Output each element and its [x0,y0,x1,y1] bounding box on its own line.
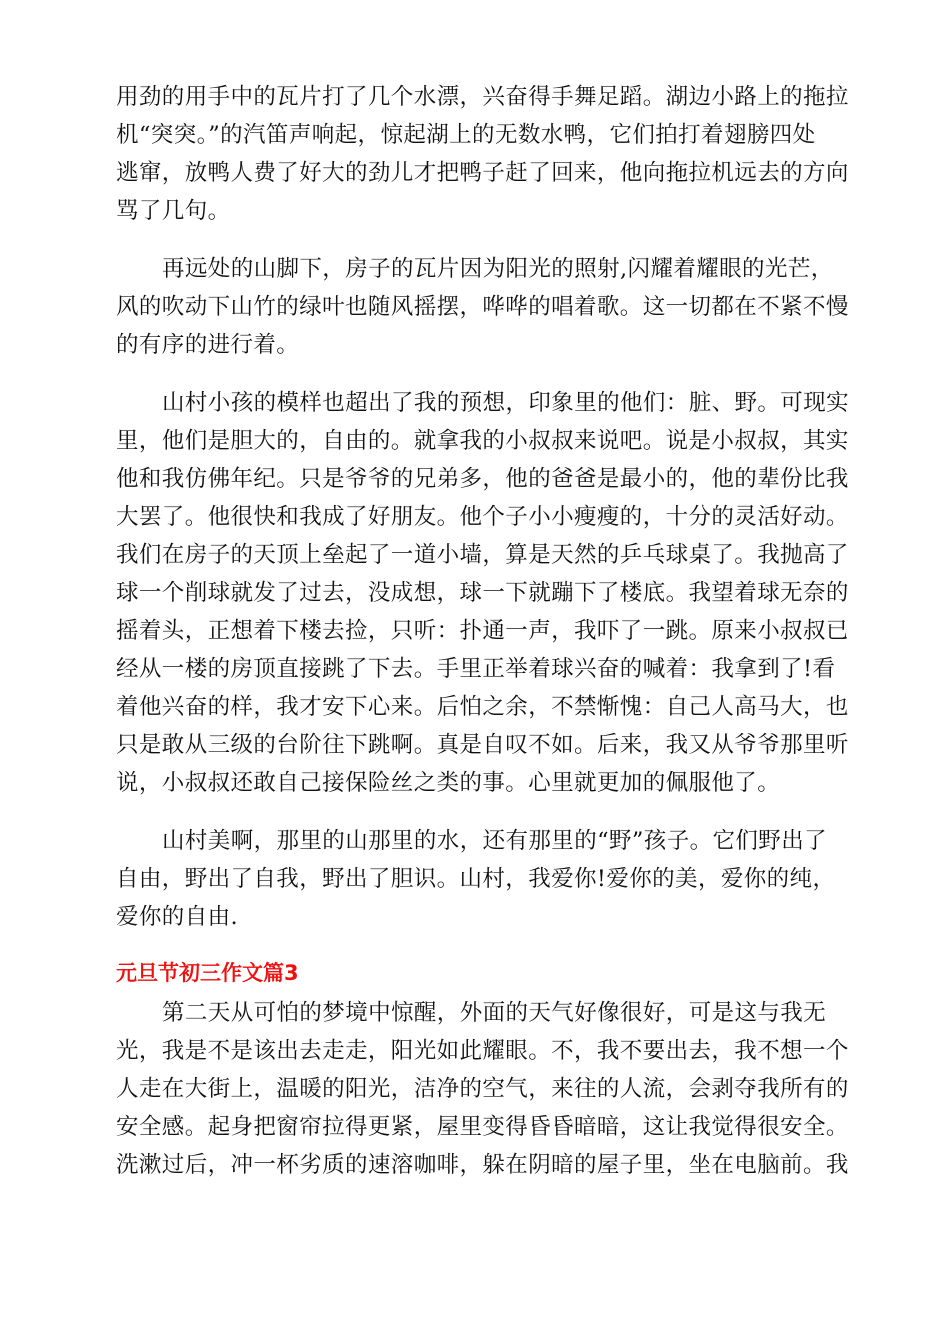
text-line: 说，小叔叔还敢自己接保险丝之类的事。心里就更加的佩服他了。 [116,770,781,796]
text-line: 着他兴奋的样，我才安下心来。后怕之余，不禁惭愧：自己人高马大，也 [116,694,849,720]
text-line: 球一个削球就发了过去，没成想，球一下就蹦下了楼底。我望着球无奈的 [116,580,849,606]
text-line: 大罢了。他很快和我成了好朋友。他个子小小瘦瘦的，十分的灵活好动。 [116,504,849,530]
paragraph-1 [116,78,849,230]
document-page [116,78,850,1204]
text-line: 经从一楼的房顶直接跳了下去。手里正举着球兴奋的喊着：我拿到了!看 [116,656,836,682]
text-line: 用劲的用手中的瓦片打了几个水漂，兴奋得手舞足蹈。湖边小路上的拖拉 [116,84,849,110]
section-heading: 元旦节初三作文篇3 [116,961,299,985]
text-line: 安全感。起身把窗帘拉得更紧，屋里变得昏昏暗暗，这让我觉得很安全。 [116,1114,849,1140]
text-line: 自由，野出了自我，野出了胆识。山村，我爱你!爱你的美，爱你的纯， [116,866,836,892]
text-line: 人走在大街上，温暖的阳光，洁净的空气，来往的人流，会剥夺我所有的 [116,1076,849,1102]
text-line: 逃窜，放鸭人费了好大的劲儿才把鸭子赶了回来，他向拖拉机远去的方向 [116,160,849,186]
text-line: 再远处的山脚下，房子的瓦片因为阳光的照射,闪耀着耀眼的光芒， [162,256,834,282]
paragraph-2 [116,250,849,364]
text-line: 我们在房子的天顶上垒起了一道小墙，算是天然的乒乓球桌了。我抛高了 [116,542,849,568]
paragraph-3 [116,384,850,802]
text-line: 山村美啊，那里的山那里的水，还有那里的“野”孩子。它们野出了 [162,828,828,854]
text-line: 第二天从可怕的梦境中惊醒，外面的天气好像很好，可是这与我无 [162,1000,827,1026]
paragraph-5 [116,994,849,1184]
text-line: 的有序的进行着。 [116,332,300,358]
paragraph-4 [116,822,836,936]
text-line: 摇着头，正想着下楼去捡，只听：扑通一声，我吓了一跳。原来小叔叔已 [116,618,849,644]
text-line: 机“突突。”的汽笛声响起，惊起湖上的无数水鸭，它们拍打着翅膀四处 [116,122,816,148]
text-line: 爱你的自由. [116,904,239,930]
text-line: 光，我是不是该出去走走，阳光如此耀眼。不，我不要出去，我不想一个 [116,1038,849,1064]
text-line: 他和我仿佛年纪。只是爷爷的兄弟多，他的爸爸是最小的，他的辈份比我 [116,466,849,492]
text-line: 只是敢从三级的台阶往下跳啊。真是自叹不如。后来，我又从爷爷那里听 [116,732,849,758]
text-line: 里，他们是胆大的，自由的。就拿我的小叔叔来说吧。说是小叔叔，其实 [116,428,849,454]
text-line: 骂了几句。 [116,198,231,224]
text-line: 山村小孩的模样也超出了我的预想，印象里的他们：脏、野。可现实 [162,390,850,416]
text-line: 风的吹动下山竹的绿叶也随风摇摆，哗哗的唱着歌。这一切都在不紧不慢 [116,294,849,320]
text-line: 洗漱过后，冲一杯劣质的速溶咖啡，躲在阴暗的屋子里，坐在电脑前。我 [116,1152,849,1178]
